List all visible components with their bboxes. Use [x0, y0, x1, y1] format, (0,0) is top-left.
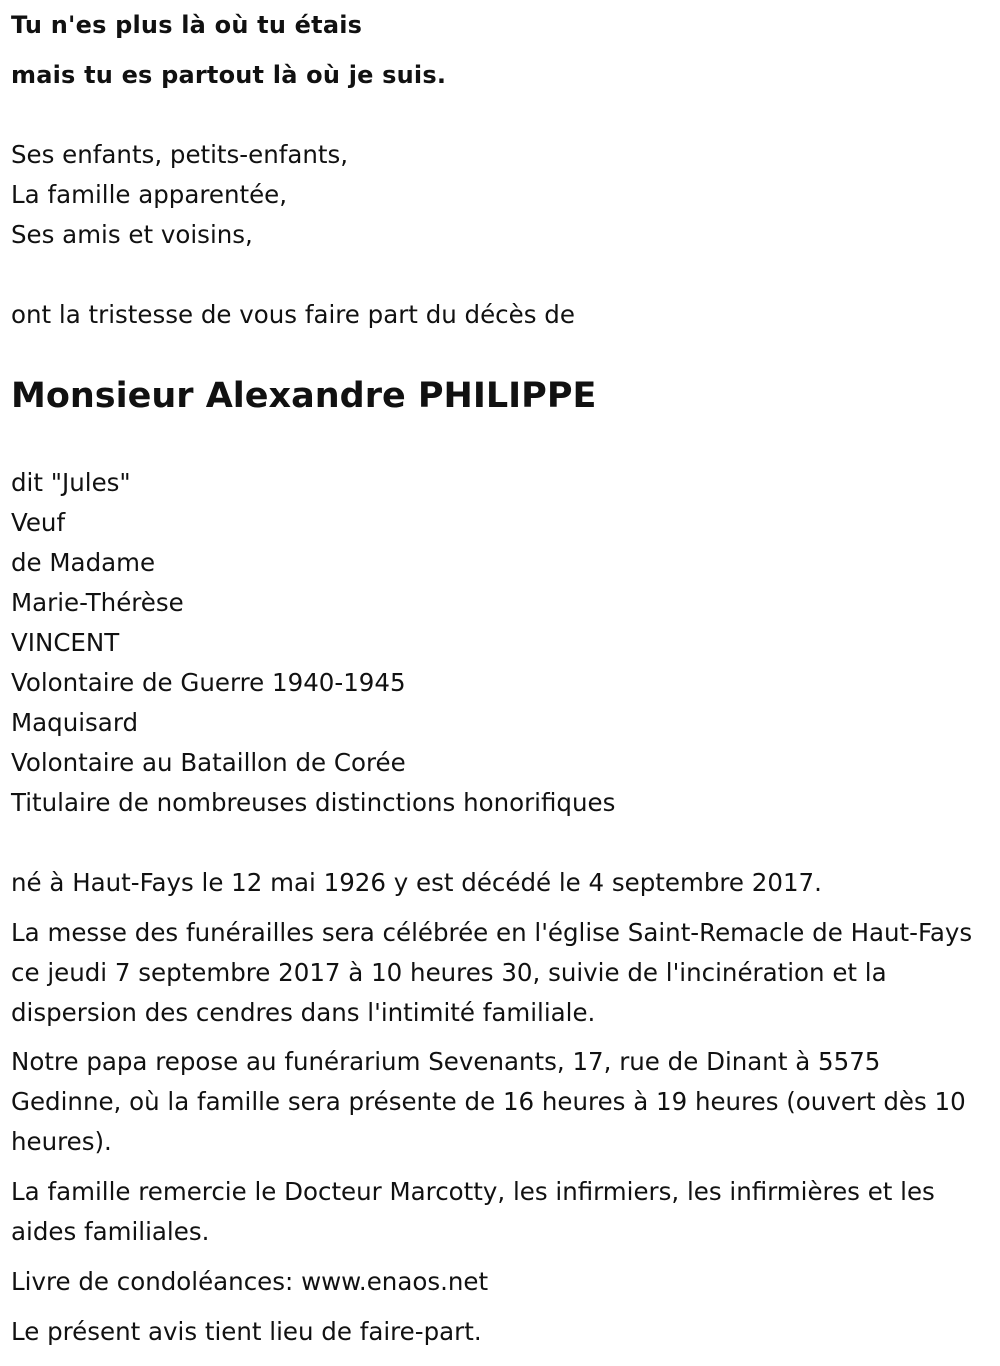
detail-line: VINCENT	[11, 628, 120, 657]
notice-paragraph: Le présent avis tient lieu de faire-part.	[11, 1317, 482, 1346]
detail-line: Volontaire au Bataillon de Corée	[11, 748, 406, 777]
birth-death-paragraph: né à Haut-Fays le 12 mai 1926 y est décédé le 4 septembre 2017.	[11, 868, 822, 897]
detail-line: Maquisard	[11, 708, 139, 737]
funeral-home-paragraph: Notre papa repose au funérarium Sevenants, 17, rue de Dinant à 5575 Gedinne, où la famille sera présente de 16 heures à 19 heures (ouvert dès 10 heures).	[11, 1047, 966, 1156]
family-line: Ses amis et voisins,	[11, 220, 253, 249]
deceased-name: Monsieur Alexandre PHILIPPE	[11, 376, 597, 416]
detail-line: Titulaire de nombreuses distinctions honorifiques	[11, 788, 616, 817]
detail-line: Veuf	[11, 508, 66, 537]
family-list	[11, 135, 348, 255]
detail-line: Marie-Thérèse	[11, 588, 184, 617]
epigraph-line-1: Tu n'es plus là où tu étais	[11, 11, 363, 39]
deceased-details	[11, 463, 615, 823]
detail-line: dit "Jules"	[11, 468, 131, 497]
detail-line: Volontaire de Guerre 1940-1945	[11, 668, 406, 697]
family-line: La famille apparentée,	[11, 180, 288, 209]
family-line: Ses enfants, petits-enfants,	[11, 140, 349, 169]
announcement-text: ont la tristesse de vous faire part du décès de	[11, 300, 575, 329]
condolences-paragraph: Livre de condoléances: www.enaos.net	[11, 1267, 489, 1296]
epigraph-line-2: mais tu es partout là où je suis.	[11, 61, 447, 89]
detail-line: de Madame	[11, 548, 156, 577]
funeral-mass-paragraph: La messe des funérailles sera célébrée en l'église Saint-Remacle de Haut-Fays ce jeudi 7 septembre 2017 à 10 heures 30, suivie de l'incinération et la dispersion des cendres dans l'intimité familiale.	[11, 918, 973, 1027]
thanks-paragraph: La famille remercie le Docteur Marcotty, les infirmiers, les infirmières et les aides familiales.	[11, 1177, 935, 1246]
